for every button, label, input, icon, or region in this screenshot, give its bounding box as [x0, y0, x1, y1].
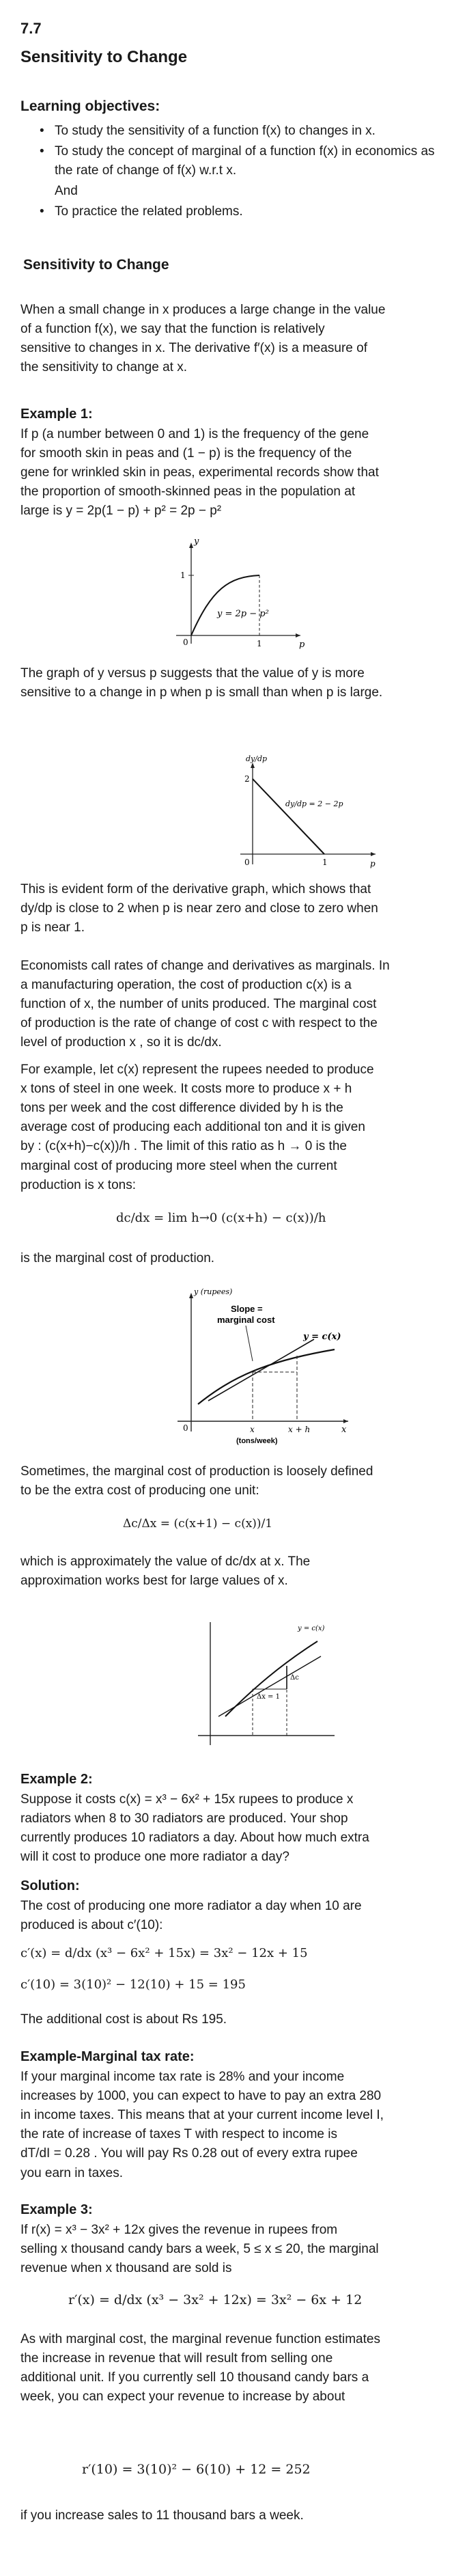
- graph1-xtick: 1: [257, 639, 262, 648]
- solution-text: [20, 1897, 451, 1935]
- example2-conclusion: The additional cost is about Rs 195.: [20, 2012, 227, 2027]
- text-line: in income taxes. This means that at your current income level I,: [20, 2108, 384, 2123]
- example3-last-line: if you increase sales to 11 thousand bars a week.: [20, 2508, 304, 2523]
- graph3-xtick-xh: x + h: [288, 1425, 311, 1434]
- text-line: to be the extra cost of producing one unit:: [20, 1483, 259, 1498]
- marginal-cost-example: [20, 1060, 451, 1195]
- graph1-ylabel: y: [194, 536, 199, 547]
- example1-derivative-note: [20, 880, 451, 937]
- text-line: approximation works best for large values of x.: [20, 1574, 288, 1589]
- marginals-paragraph: [20, 957, 451, 1053]
- loose-definition-note: [20, 1552, 451, 1591]
- graph4-curve-label: y = c(x): [298, 1625, 325, 1632]
- graph2-ylabel: dy/dp: [246, 754, 268, 763]
- graph3-slope-label-2: marginal cost: [217, 1315, 275, 1325]
- example2-text: [20, 1790, 451, 1867]
- text-line: will it cost to produce one more radiator a day?: [20, 1850, 289, 1865]
- solution-heading: Solution:: [20, 1878, 80, 1893]
- text-line: The graph of y versus p suggests that the value of y is more: [20, 666, 365, 681]
- example2-equation-1: c′(x) = d/dx (x³ − 6x² + 15x) = 3x² − 12x + 15: [20, 1946, 308, 1960]
- example3-equation-1: r′(x) = d/dx (x³ − 3x² + 12x) = 3x² − 6x + 12: [68, 2292, 363, 2307]
- text-line: the proportion of smooth-skinned peas in the population at: [20, 484, 356, 499]
- text-line: week, you can expect your revenue to increase by about: [20, 2389, 345, 2404]
- text-line: revenue when x thousand are sold is: [20, 2261, 232, 2276]
- graph4-dx-label: Δx = 1: [257, 1693, 280, 1701]
- text-line: by : (c(x+h)−c(x))/h . The limit of this ratio as h → 0 is the: [20, 1139, 347, 1154]
- text-line: you earn in taxes.: [20, 2165, 123, 2180]
- section-number: 7.7: [20, 20, 42, 37]
- graph4-dc-label: Δc: [290, 1674, 299, 1682]
- graph1-origin: 0: [183, 638, 188, 647]
- graph-delta-approximation: [178, 1614, 341, 1751]
- text-line: large is y = 2p(1 − p) + p² = 2p − p²: [20, 504, 222, 519]
- intro-line: sensitive to changes in x. The derivative f′(x) is a measure of: [20, 341, 367, 356]
- graph2-origin: 0: [244, 858, 250, 867]
- text-line: dT/dI = 0.28 . You will pay Rs 0.28 out of every extra rupee: [20, 2146, 358, 2161]
- text-line: p is near 1.: [20, 920, 85, 935]
- example3-heading: Example 3:: [20, 2202, 93, 2217]
- marginal-cost-caption: is the marginal cost of production.: [20, 1251, 215, 1265]
- graph1-ytick: 1: [180, 571, 186, 580]
- text-line: Economists call rates of change and derivatives as marginals. In: [20, 959, 390, 973]
- example3-explanation: [20, 2330, 451, 2407]
- intro-paragraph: [20, 301, 451, 377]
- graph-y-vs-p: [164, 534, 307, 650]
- text-line: For example, let c(x) represent the rupees needed to produce: [20, 1063, 374, 1077]
- graph2-xtick: 1: [322, 858, 328, 867]
- text-line: the rate of increase of taxes T with respect to income is: [20, 2127, 337, 2142]
- graph-marginal-cost: [150, 1285, 355, 1449]
- text-line: If r(x) = x³ − 3x² + 12x gives the revenue in rupees from: [20, 2223, 338, 2237]
- text-line: gene for wrinkled skin in peas, experimental records show that: [20, 465, 379, 480]
- graph2-xlabel: p: [370, 859, 376, 868]
- graph3-curve-label: y = c(x): [303, 1332, 341, 1342]
- objective-item: • To study the concept of marginal of a function f(x) in economics as the rate of change of f(x) w.r.t x.: [40, 142, 449, 180]
- text-line: The cost of producing one more radiator a day when 10 are: [20, 1899, 362, 1913]
- text-line: a manufacturing operation, the cost of production c(x) is a: [20, 978, 352, 993]
- text-line: tons per week and the cost difference divided by h is the: [20, 1101, 343, 1116]
- example1-heading: Example 1:: [20, 407, 93, 422]
- example2-heading: Example 2:: [20, 1772, 93, 1787]
- text-line: marginal cost of producing more steel when the current: [20, 1158, 337, 1173]
- graph1-xlabel: p: [299, 640, 305, 650]
- example1-interpretation: [20, 664, 451, 702]
- example2-equation-2: c′(10) = 3(10)² − 12(10) + 15 = 195: [20, 1977, 246, 1992]
- graph3-xlabel: x: [341, 1425, 347, 1435]
- text-line: Suppose it costs c(x) = x³ − 6x² + 15x rupees to produce x: [20, 1792, 354, 1807]
- loose-definition-formula: Δc/Δx = (c(x+1) − c(x))/1: [123, 1517, 273, 1531]
- intro-line: When a small change in x produces a large change in the value: [20, 303, 386, 317]
- marginal-cost-formula: dc/dx = lim h→0 (c(x+h) − c(x))/h: [116, 1211, 326, 1225]
- objective-connector: And: [55, 184, 78, 199]
- text-line: produced is about c′(10):: [20, 1918, 163, 1933]
- intro-line: of a function f(x), we say that the function is relatively: [20, 322, 325, 337]
- graph-dydp-vs-p: [225, 752, 382, 871]
- graph3-axis-caption: (tons/week): [236, 1437, 278, 1445]
- graph3-origin: 0: [183, 1423, 188, 1433]
- section-title: Sensitivity to Change: [20, 48, 188, 66]
- graph3-xtick-x: x: [250, 1425, 255, 1434]
- text-line: for smooth skin in peas and (1 − p) is the frequency of the: [20, 446, 352, 461]
- text-line: currently produces 10 radiators a day. About how much extra: [20, 1831, 369, 1846]
- graph3-ylabel: y (rupees): [194, 1287, 233, 1296]
- text-line: radiators when 8 to 30 radiators are produced. Your shop: [20, 1811, 348, 1826]
- tax-example-heading: Example-Marginal tax rate:: [20, 2049, 195, 2064]
- text-line: increases by 1000, you can expect to have to pay an extra 280: [20, 2089, 382, 2104]
- tax-example-text: [20, 2068, 451, 2183]
- example1-text: [20, 425, 451, 521]
- text-line: If p (a number between 0 and 1) is the frequency of the gene: [20, 427, 369, 441]
- text-line: If your marginal income tax rate is 28% and your income: [20, 2070, 345, 2084]
- text-line: level of production x , so it is dc/dx.: [20, 1035, 222, 1050]
- text-line: sensitive to a change in p when p is small than when p is large.: [20, 685, 383, 700]
- intro-line: the sensitivity to change at x.: [20, 360, 187, 375]
- text-line: production is x tons:: [20, 1177, 136, 1192]
- graph1-curve-label: y = 2p − p²: [217, 609, 269, 619]
- text-line: additional unit. If you currently sell 10 thousand candy bars a: [20, 2370, 369, 2385]
- learning-objectives-list: [40, 122, 449, 223]
- learning-objectives-heading: Learning objectives:: [20, 98, 160, 114]
- graph2-ytick: 2: [244, 774, 250, 784]
- example3-text: [20, 2221, 451, 2278]
- loose-definition: [20, 1462, 451, 1501]
- graph2-line-label: dy/dp = 2 − 2p: [285, 799, 343, 808]
- graph3-slope-label: Slope =: [231, 1304, 263, 1314]
- text-line: which is approximately the value of dc/dx at x. The: [20, 1554, 311, 1569]
- example3-equation-2: r′(10) = 3(10)² − 6(10) + 12 = 252: [82, 2462, 311, 2477]
- text-line: function of x, the number of units produced. The marginal cost: [20, 997, 377, 1012]
- subheading-sensitivity: Sensitivity to Change: [23, 257, 169, 273]
- text-line: This is evident form of the derivative graph, which shows that: [20, 882, 371, 896]
- text-line: x tons of steel in one week. It costs more to produce x + h: [20, 1082, 352, 1097]
- objective-item: • To practice the related problems.: [40, 202, 449, 221]
- text-line: Sometimes, the marginal cost of production is loosely defined: [20, 1464, 373, 1479]
- text-line: As with marginal cost, the marginal revenue function estimates: [20, 2332, 380, 2346]
- text-line: dy/dp is close to 2 when p is near zero and close to zero when: [20, 901, 378, 916]
- text-line: of production is the rate of change of cost c with respect to the: [20, 1016, 378, 1031]
- text-line: the increase in revenue that will result from selling one: [20, 2351, 333, 2366]
- text-line: average cost of producing each additional ton and it is given: [20, 1120, 365, 1135]
- objective-item: • To study the sensitivity of a function f(x) to changes in x.: [40, 122, 449, 141]
- text-line: selling x thousand candy bars a week, 5 ≤ x ≤ 20, the marginal: [20, 2242, 379, 2257]
